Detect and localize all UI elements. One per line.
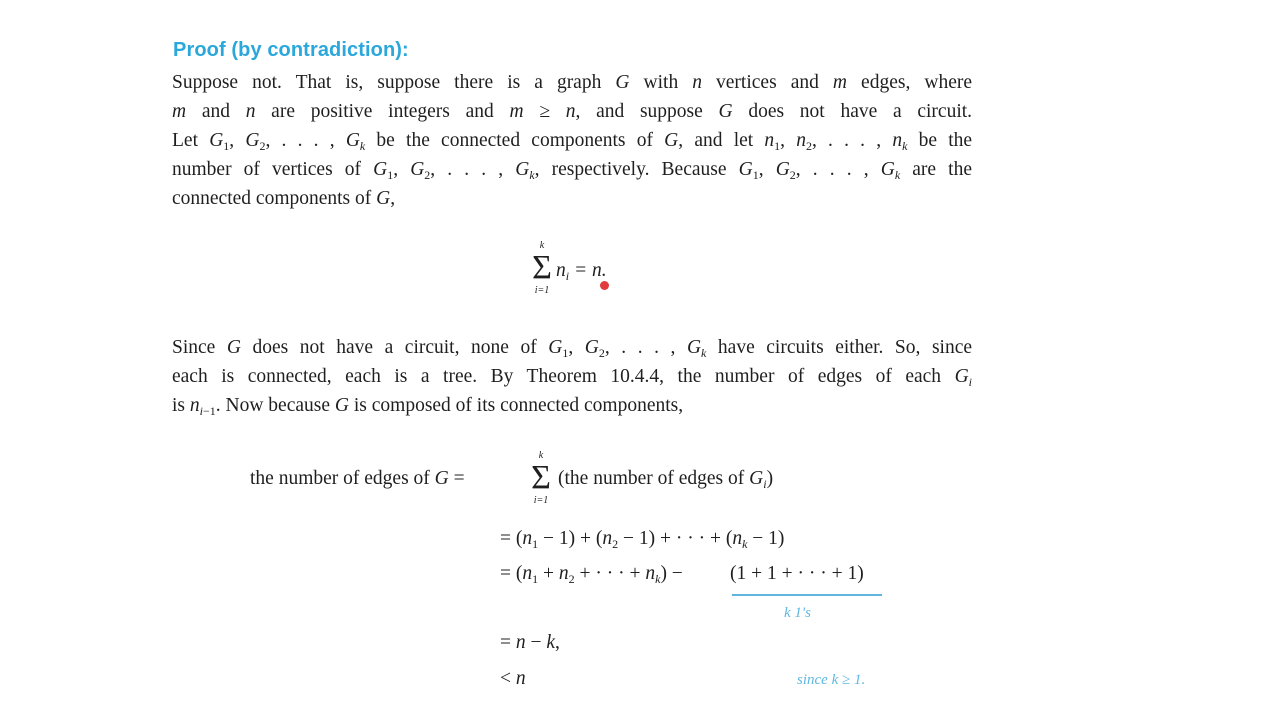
underbrace-note: k 1's (784, 605, 811, 621)
paragraph-2 (172, 333, 972, 420)
eq2-summation (524, 450, 558, 506)
para1-line-5: connected components of G, (172, 188, 396, 209)
eq1-lower-limit: i=1 (534, 285, 550, 296)
para1-line-3: Let $G_1$, $G_2$, . . . , $G_k$ be the connected components of G, and let $n_1$, $n_2$, . . . , $n_k$ be the (172, 130, 973, 153)
proof-heading: Proof (by contradiction): (173, 39, 409, 61)
eq2-line-4: = n − k, (500, 632, 560, 653)
cursor-pointer-dot (600, 281, 609, 290)
sigma-symbol: Σ (532, 249, 552, 286)
eq2-line-5: < n (500, 668, 526, 689)
eq2-line-3b: (1 + 1 + · · · + 1) (730, 563, 864, 584)
sigma-symbol-2: Σ (531, 459, 551, 496)
eq2-line-3a: = ($n_1 + n_2$ + · · · + $n_k$) − (500, 563, 683, 586)
paragraph-1 (172, 68, 972, 213)
para2-line-2: each is connected, each is a tree. By Theorem 10.4.4, the number of edges of each $G_i$ (172, 366, 972, 389)
para1-line-1: Suppose not. That is, suppose there is a graph G with n vertices and m edges, where (172, 72, 972, 93)
para2-line-3: is $n_{i-1}$. Now because G is composed of its connected components, (172, 395, 684, 418)
eq1-rhs: = n. (573, 260, 607, 281)
eq2-lower-limit: i=1 (533, 495, 549, 506)
since-note: since k ≥ 1. (797, 672, 866, 688)
eq1-upper-limit: k (539, 240, 545, 251)
eq1-term-sub: i (565, 269, 570, 283)
eq2-lhs: the number of edges of G = (250, 468, 465, 489)
underbrace-bar (732, 594, 882, 596)
para1-line-4: number of vertices of $G_1$, $G_2$, . . . , $G_k$, respectively. Because $G_1$, $G_2$, . . . , $G_k$ are the (172, 159, 972, 182)
eq2-rhs: (the number of edges of $G_i$) (558, 468, 774, 491)
eq2-line-2: = $(n_1 - 1) + (n_2 - 1)$ + · · · + $(n_k - 1)$ (500, 528, 785, 551)
para2-line-1: Since G does not have a circuit, none of $G_1$, $G_2$, . . . , $G_k$ have circuits either. So, since (172, 337, 973, 360)
eq1-term: n (556, 260, 566, 281)
para1-line-2: m and n are positive integers and m ≥ n, and suppose G does not have a circuit. (172, 101, 973, 122)
eq2-upper-limit: k (538, 450, 544, 461)
eq1-body (556, 260, 607, 282)
